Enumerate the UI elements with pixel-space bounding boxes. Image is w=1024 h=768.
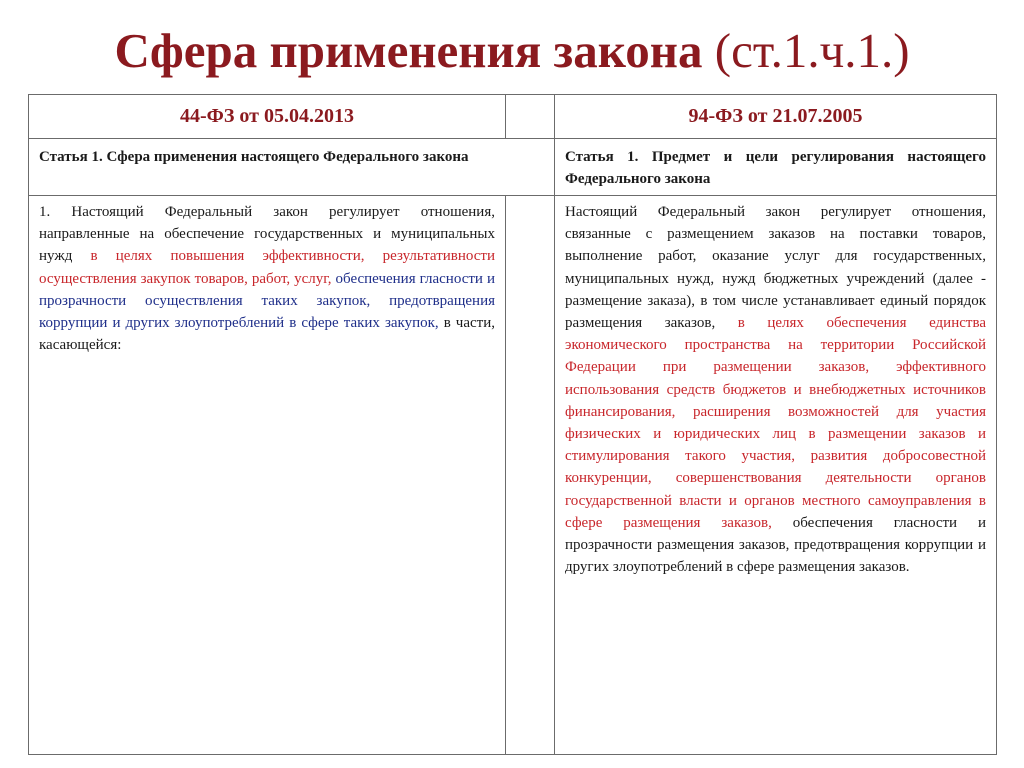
left-article-body	[29, 196, 505, 356]
right-body-plain-end: обеспечения гласности и прозрачности размещения заказов, предотвращения коррупции и других злоупотреблений в сфере размещения заказов.	[565, 514, 987, 576]
left-body-cell	[29, 196, 506, 755]
left-body-blue-goals: обеспечения гласности и прозрачности осуществления таких закупок, предотвращения коррупции и других злоупотреблений в сфере таких закупок,	[39, 270, 495, 332]
right-article-body	[555, 196, 996, 578]
right-body-red-goals: в целях обеспечения единства экономического пространства на территории Российской Федерации при размещении заказов, эффективного использования средств бюджетов и внебюджетных источников финансирования, расширения возможностей для участия физических и юридических лиц в размещении заказов и стимулирования такого участия, развития добросовестной конкуренции, совершенствования деятельности органов государственной власти и органов местного самоуправления в сфере размещения заказов,	[565, 315, 986, 531]
left-article-cell	[29, 139, 555, 196]
article-body-row	[29, 196, 997, 755]
left-body-plain-end: в части, касающейся:	[39, 315, 495, 354]
right-law-header: 94-ФЗ от 21.07.2005	[688, 105, 863, 127]
left-header-cell	[29, 95, 506, 139]
left-article-title: Статья 1. Сфера применения настоящего Федерального закона	[39, 149, 469, 165]
left-body-plain-start: 1. Настоящий Федеральный закон регулирует отношения, направленные на обеспечение государственных и муниципальных нужд	[39, 204, 495, 265]
right-body-cell	[555, 196, 997, 755]
right-article-cell	[555, 139, 997, 196]
gap-cell	[506, 95, 555, 139]
page-title	[0, 22, 1024, 79]
title-suffix: (ст.1.ч.1.)	[714, 23, 910, 78]
gap-body-cell	[506, 196, 555, 755]
article-title-row	[29, 139, 997, 196]
comparison-table	[28, 94, 997, 755]
right-header-cell	[555, 95, 997, 139]
title-main: Сфера применения закона	[114, 23, 703, 78]
right-article-title: Статья 1. Предмет и цели регулирования настоящего Федерального закона	[565, 149, 986, 187]
left-body-red-goals: в целях повышения эффективности, результативности осуществления закупок товаров, работ, услуг,	[39, 248, 496, 287]
left-law-header: 44-ФЗ от 05.04.2013	[180, 105, 354, 127]
header-row	[29, 95, 997, 139]
right-body-plain-start: Настоящий Федеральный закон регулирует отношения, связанные с размещением заказов на поставки товаров, выполнение работ, оказание услуг для государственных, муниципальных нужд, нужд бюджетных учреждений (далее - размещение заказа), в том числе устанавливает единый порядок размещения заказов,	[565, 204, 986, 332]
